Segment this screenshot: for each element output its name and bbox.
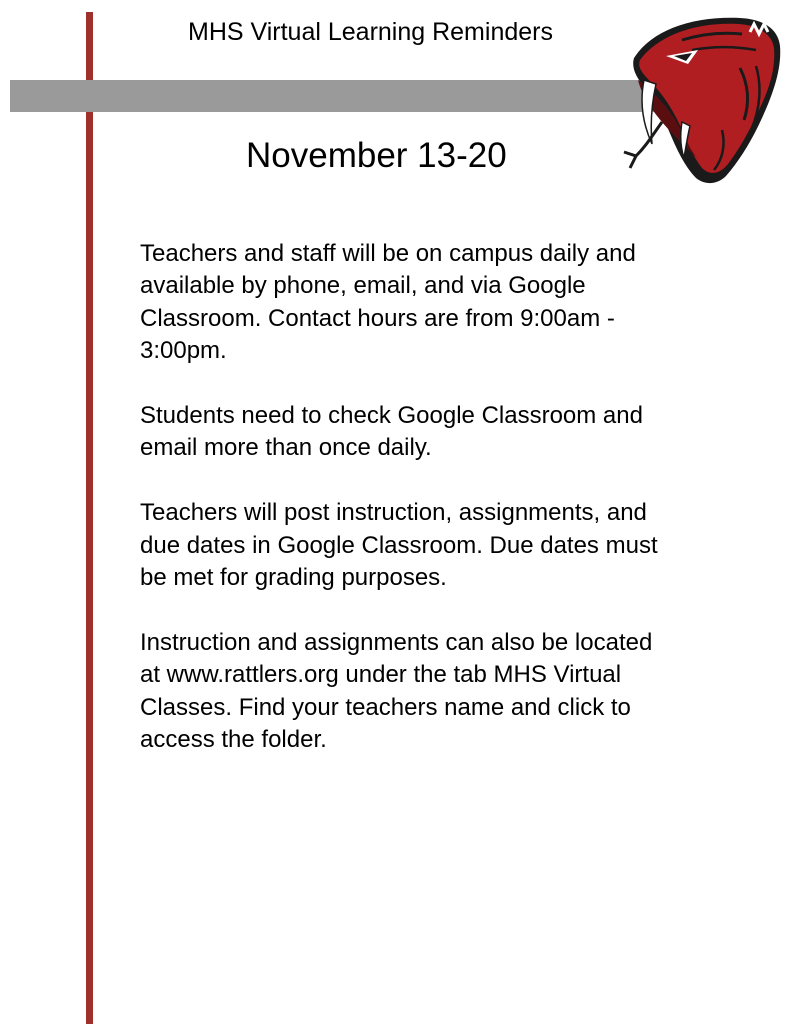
paragraph-student-checks: Students need to check Google Classroom and email more than once daily. (140, 402, 643, 462)
paragraph-staff-availability: Teachers and staff will be on campus daily and available by phone, email, and via Google Classroom. Contact hours are from 9:00am - 3:00pm. (140, 240, 636, 365)
vertical-accent-rule (86, 12, 93, 1024)
header-gray-bar (10, 80, 676, 112)
paragraph-website-location: Instruction and assignments can also be located at www.rattlers.org under the tab MHS Virtual Classes. Find your teachers name and click to access the folder. (140, 628, 653, 754)
page-header-title: MHS Virtual Learning Reminders (188, 18, 553, 46)
rattlesnake-head-icon (622, 10, 784, 188)
reminder-paragraphs (140, 238, 660, 789)
paragraph-assignments: Teachers will post instruction, assignments, and due dates in Google Classroom. Due dates must be met for grading purposes. (140, 499, 658, 592)
date-range-heading: November 13-20 (246, 136, 507, 175)
